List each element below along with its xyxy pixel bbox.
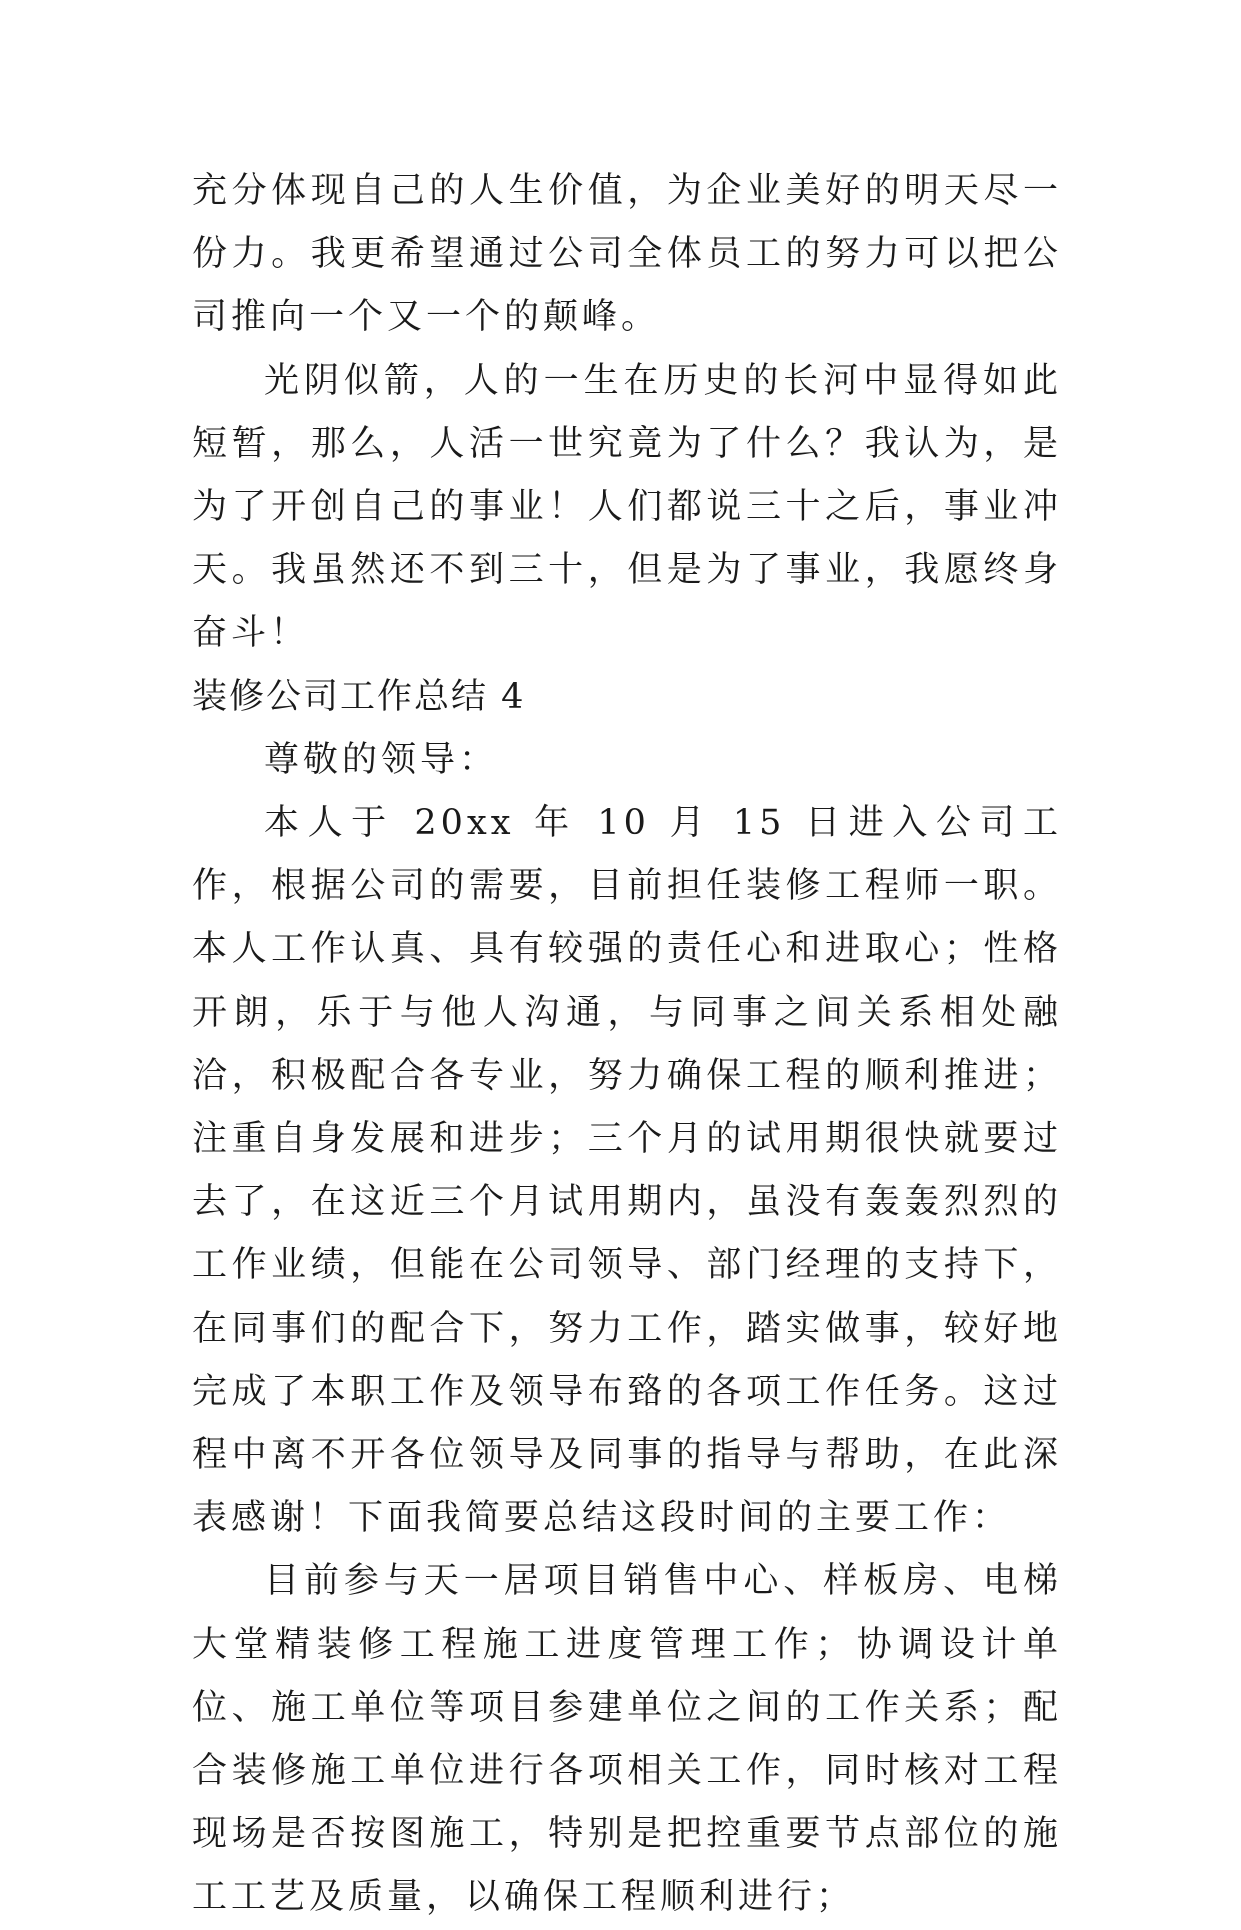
paragraph-introduction: 本人于 20xx 年 10 月 15 日进入公司工作，根据公司的需要，目前担任装修工程师一职。本人工作认真、具有较强的责任心和进取心；性格开朗，乐于与他人沟通，与同事之间关系相处融洽，积极配合各专业，努力确保工程的顺利推进；注重自身发展和进步；三个月的试用期很快就要过去了，在这近三个月试用期内，虽没有轰轰烈烈的工作业绩，但能在公司领导、部门经理的支持下，在同事们的配合下，努力工作，踏实做事，较好地完成了本职工作及领导布臵的各项工作任务。这过程中离不开各位领导及同事的指导与帮助，在此深表感谢！下面我简要总结这段时间的主要工作： bbox=[192, 803, 1062, 1539]
salutation: 尊敬的领导： bbox=[264, 739, 499, 780]
paragraph-continuation: 充分体现自己的人生价值，为企业美好的明天尽一份力。我更希望通过公司全体员工的努力可以把公司推向一个又一个的颠峰。 bbox=[192, 171, 1062, 338]
paragraph-career: 光阴似箭，人的一生在历史的长河中显得如此短暂，那么，人活一世究竟为了什么？我认为，是为了开创自己的事业！人们都说三十之后，事业冲天。我虽然还不到三十，但是为了事业，我愿终身奋斗！ bbox=[192, 360, 1062, 654]
document-body bbox=[192, 160, 1062, 1930]
section-title: 装修公司工作总结 4 bbox=[192, 676, 526, 717]
paragraph-work-summary: 目前参与天一居项目销售中心、样板房、电梯大堂精装修工程施工进度管理工作；协调设计单位、施工单位等项目参建单位之间的工作关系；配合装修施工单位进行各项相关工作，同时核对工程现场是否按图施工，特别是把控重要节点部位的施工工艺及质量，以确保工程顺利进行； bbox=[192, 1561, 1062, 1918]
